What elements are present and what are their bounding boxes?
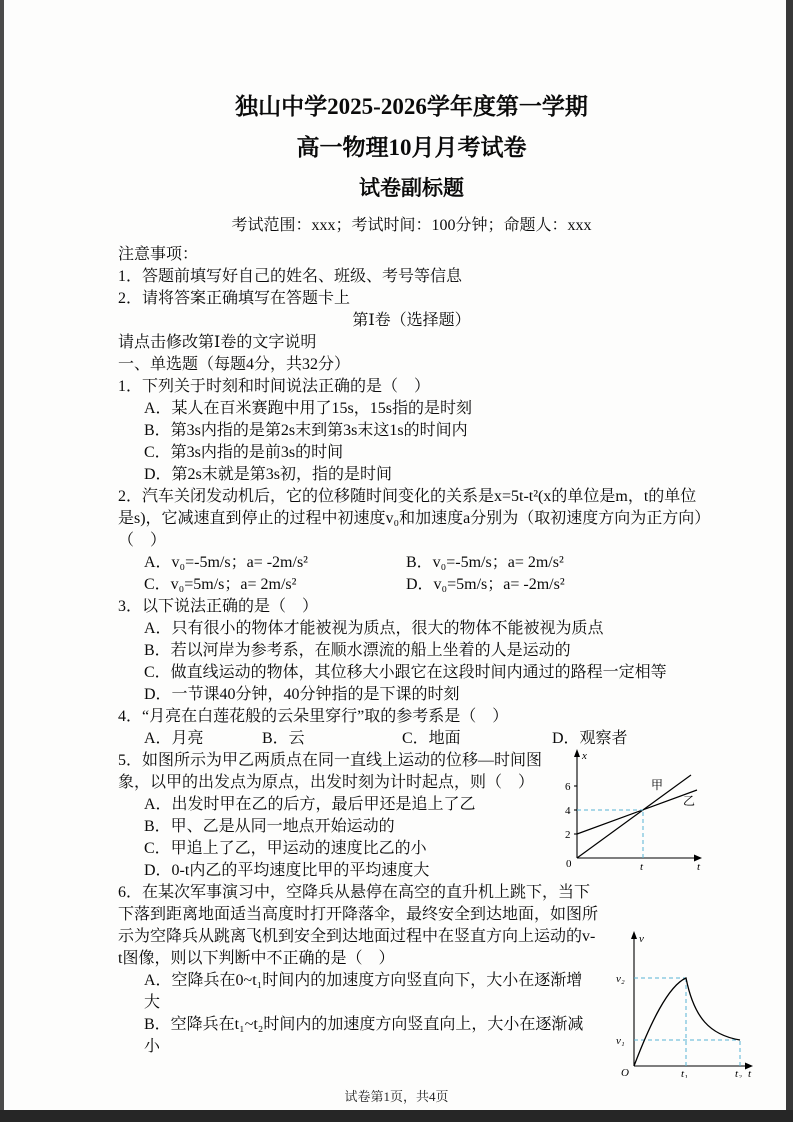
line-jia [577,775,691,858]
page-footer: 试卷第1页，共4页 [344,1089,449,1104]
section-edit-note: 请点击修改第Ⅰ卷的文字说明 [118,334,317,351]
y-tick-4: 4 [565,805,571,817]
x-mark-t2: t₂ [735,1068,742,1078]
question-6-option-b: B．空降兵在t₁~t₂时间内的加速度方向竖直向上，大小在逐渐减小 [144,1016,584,1055]
question-3-option-b: B．若以河岸为参考系，在顺水漂流的船上坐着的人是运动的 [144,642,571,659]
question-1-option-d: D．第2s末就是第3s初，指的是时间 [144,466,393,483]
question-5-option-b: B．甲、乙是从同一地点开始运动的 [144,818,395,835]
question-3-option-a: A．只有很小的物体才能被视为质点，很大的物体不能被视为质点 [144,620,604,637]
q5-position-time-graph [555,746,705,871]
y-mark-v2: v₂ [616,973,625,985]
notice-header: 注意事项： [118,246,199,263]
question-1-option-c: C．第3s内指的是前3s的时间 [144,444,344,461]
dashed-guides [634,978,740,1066]
question-4-option-d: D．观察者 [552,730,628,747]
question-3-option-c: C．做直线运动的物体，其位移大小跟它在这段时间内通过的路程一定相等 [144,664,667,681]
question-4 [118,706,705,750]
question-2 [118,486,705,596]
series-jia-label: 甲 [651,778,664,792]
y-tick-6: 6 [565,781,571,793]
notice-item-1: 1．答题前填写好自己的姓名、班级、考号等信息 [118,268,463,285]
question-4-option-b: B．云 [262,730,305,747]
y-axis-label: x [582,750,587,762]
question-3 [118,596,705,706]
question-5-option-a: A．出发时甲在乙的后方，最后甲还是追上了乙 [144,796,476,813]
question-2-option-a: A．v₀=-5m/s；a= -2m/s² [144,554,308,571]
question-1-option-a: A．某人在百米赛跑中用了15s，15s指的是时刻 [144,400,473,417]
exam-info-line: 考试范围：xxx；考试时间：100分钟；命题人：xxx [231,217,592,234]
origin-label: O [621,1067,629,1078]
question-4-option-c: C．地面 [402,730,461,747]
series-yi-label: 乙 [683,794,696,808]
origin-label: 0 [566,858,572,870]
school-term-title: 独山中学2025-2026学年度第一学期 [235,94,588,119]
question-3-stem: 3．以下说法正确的是（ ） [118,598,319,615]
x-mark-t1: t₁ [681,1068,688,1078]
question-6-option-a: A．空降兵在0~t₁时间内的加速度方向竖直向下，大小在逐渐增大 [144,972,583,1011]
question-1 [118,376,705,486]
question-3-option-d: D．一节课40分钟，40分钟指的是下课的时刻 [144,686,460,703]
question-4-options [118,728,705,750]
x-axis-label: t [748,1068,752,1078]
question-2-option-d: D．v₀=5m/s；a= -2m/s² [406,576,565,593]
question-6 [118,882,752,1078]
question-4-option-a: A．月亮 [144,730,204,747]
axes [574,754,695,858]
question-4-stem: 4．“月亮在白莲花般的云朵里穿行”取的参考系是（ ） [118,708,509,725]
question-5-stem: 5．如图所示为甲乙两质点在同一直线上运动的位移—时间图象，以甲的出发点为原点，出发时刻为计时起点，则（ ） [118,752,543,791]
question-1-option-b: B．第3s内指的是第2s末到第3s末这1s的时间内 [144,422,468,439]
question-5-option-d: D．0-t内乙的平均速度比甲的平均速度大 [144,862,430,879]
axes [634,936,746,1066]
question-6-stem: 6．在某次军事演习中，空降兵从悬停在高空的直升机上跳下，当下下落到距离地面适当高度时打开降落伞，最终安全到达地面，如图所示为空降兵从跳离飞机到安全到达地面过程中在竖直方向上运动的v-t图像，则以下判断中不正确的是（ ） [118,884,599,967]
y-mark-v1: v₁ [616,1035,625,1047]
y-axis-label: v [639,933,644,945]
question-1-stem: 1．下列关于时刻和时间说法正确的是（ ） [118,378,431,395]
exam-title: 高一物理10月月考试卷 [296,135,527,160]
y-axis-arrow [631,931,637,939]
question-5 [118,750,705,882]
question-5-option-c: C．甲追上了乙，甲运动的速度比乙的小 [144,840,427,857]
x-axis-label: t [697,861,701,871]
line-yi [577,790,697,834]
section-title: 第Ⅰ卷（选择题） [352,312,471,329]
question-2-options [118,552,705,596]
paper-subtitle: 试卷副标题 [359,176,464,200]
series-lines [577,775,697,858]
y-tick-2: 2 [565,829,571,841]
q6-velocity-time-graph [606,928,761,1078]
y-axis-arrow [574,749,580,757]
question-2-option-b: B．v₀=-5m/s；a= 2m/s² [406,554,564,571]
velocity-curve [634,978,740,1066]
notice-item-2: 2．请将答案正确填写在答题卡上 [118,290,351,307]
question-2-option-c: C．v₀=5m/s；a= 2m/s² [144,576,297,593]
part-heading: 一、单选题（每题4分，共32分） [118,356,351,373]
question-2-stem: 2．汽车关闭发动机后，它的位移随时间变化的关系是x=5t-t²(x的单位是m，t的单位是s)，它减速直到停止的过程中初速度v₀和加速度a分别为（取初速度方向为正方向）（ ） [118,488,703,549]
x-tick-t: t [640,861,644,871]
